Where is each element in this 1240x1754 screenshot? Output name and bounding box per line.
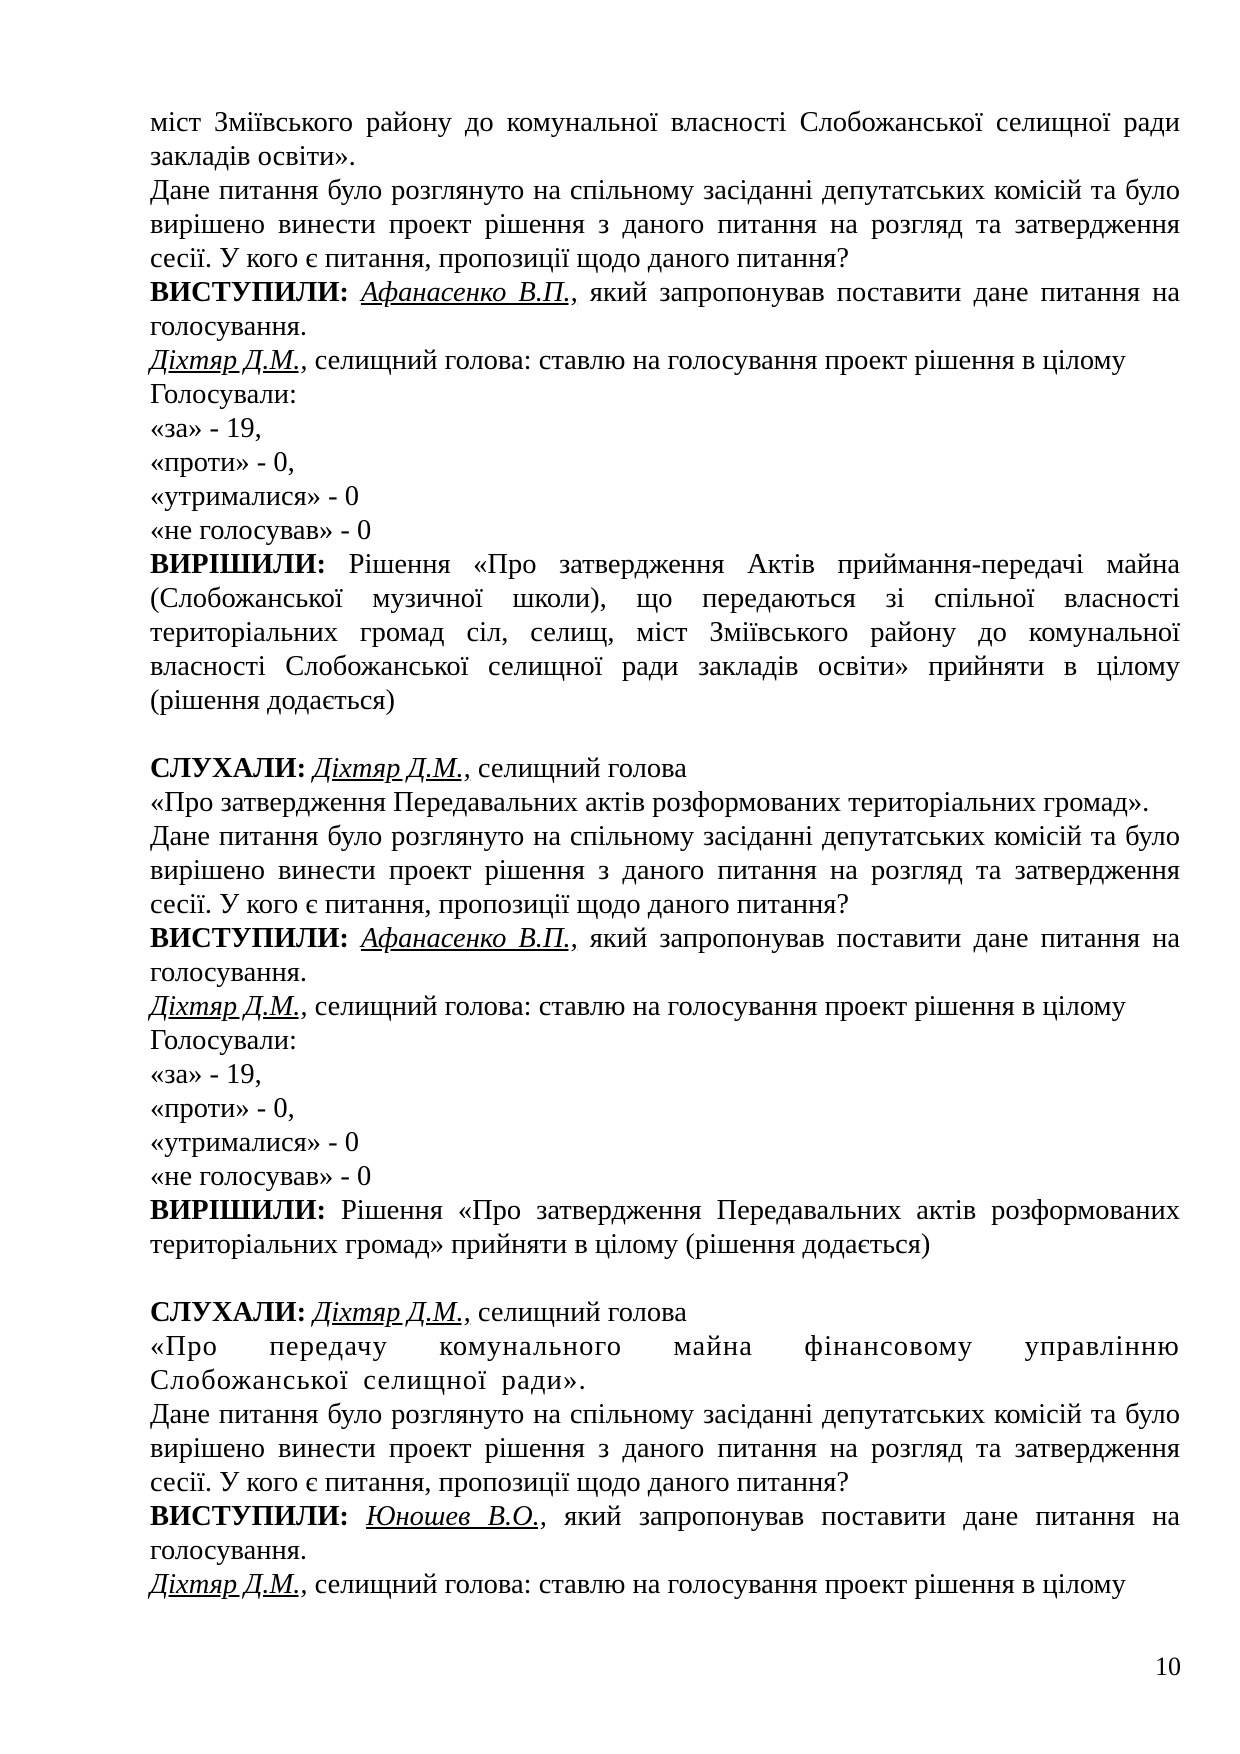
section-2-paragraph: Дане питання було розглянуто на спільному засіданні депутатських комісій та було вирішено винести проект рішення з даного питання на розгляд та затвердження сесії. У кого є питання, пропозиції щодо даного питання? xyxy=(150,1399,1180,1498)
sluhaly-text: селищний голова xyxy=(470,753,687,784)
votes-title: Голосували: xyxy=(150,1025,297,1056)
section-0-vystupyly xyxy=(150,276,1180,344)
head-text: селищний голова: ставлю на голосування проект рішення в цілому xyxy=(307,345,1126,376)
sluhaly-name: Діхтяр Д.М., xyxy=(313,1297,471,1328)
section-0-intro: міст Зміївського району до комунальної власності Слобожанської селищної ради закладів освіти». xyxy=(150,107,1180,172)
votes-for: «за» - 19, xyxy=(150,413,262,444)
sluhaly-name: Діхтяр Д.М., xyxy=(313,753,471,784)
vyrishyly-text: Рішення «Про затвердження Актів приймання-передачі майна (Слобожанської музичної школи), що передаються зі спільної власності територіальних громад сіл, селищ, міст Зміївського району до комунальної власності Слобожанської селищної ради закладів освіти» прийняти в цілому (рішення додається) xyxy=(150,549,1180,716)
section-2-head-line xyxy=(150,1568,1180,1602)
head-text: селищний голова: ставлю на голосування проект рішення в цілому xyxy=(307,991,1126,1022)
section-1-vyrishyly xyxy=(150,1194,1180,1262)
votes-not-voted: «не голосував» - 0 xyxy=(150,1161,372,1192)
speaker-name: Афанасенко В.П., xyxy=(360,923,578,954)
section-0-paragraph: Дане питання було розглянуто на спільному засіданні депутатських комісій та було вирішено винести проект рішення з даного питання на розгляд та затвердження сесії. У кого є питання, пропозиції щодо даного питання? xyxy=(150,175,1180,274)
document-page xyxy=(150,106,1180,1602)
sluhaly-label: СЛУХАЛИ: xyxy=(150,753,307,784)
page-number: 10 xyxy=(1155,1652,1181,1681)
votes-against: «проти» - 0, xyxy=(150,447,295,478)
section-1-votes xyxy=(150,1024,1180,1194)
vystupyly-text: який запропонував поставити дане питання на голосування. xyxy=(150,1501,1181,1566)
section-1-head-line xyxy=(150,990,1180,1024)
section-0-vyrishyly xyxy=(150,548,1180,718)
section-1-vystupyly xyxy=(150,922,1180,990)
votes-abstained: «утрималися» - 0 xyxy=(150,481,360,512)
section-1-sluhaly xyxy=(150,752,1180,786)
head-text: селищний голова: ставлю на голосування проект рішення в цілому xyxy=(307,1569,1126,1600)
head-name: Діхтяр Д.М., xyxy=(150,345,308,376)
votes-abstained: «утрималися» - 0 xyxy=(150,1127,360,1158)
vyrishyly-label: ВИРІШИЛИ: xyxy=(150,549,327,580)
spacer xyxy=(150,718,1180,752)
votes-title: Голосували: xyxy=(150,379,297,410)
vyrishyly-text: Рішення «Про затвердження Передавальних актів розформованих територіальних громад» прийняти в цілому (рішення додається) xyxy=(150,1195,1180,1260)
head-name: Діхтяр Д.М., xyxy=(150,1569,308,1600)
votes-for: «за» - 19, xyxy=(150,1059,262,1090)
section-1-paragraph: Дане питання було розглянуто на спільному засіданні депутатських комісій та було вирішено винести проект рішення з даного питання на розгляд та затвердження сесії. У кого є питання, пропозиції щодо даного питання? xyxy=(150,821,1180,920)
section-0-votes xyxy=(150,378,1180,548)
section-1-title: «Про затвердження Передавальних актів розформованих територіальних громад». xyxy=(150,787,1150,818)
spacer xyxy=(150,1262,1180,1296)
vyrishyly-label: ВИРІШИЛИ: xyxy=(150,1195,327,1226)
section-2-vystupyly xyxy=(150,1500,1180,1568)
section-2-sluhaly xyxy=(150,1296,1180,1330)
vystupyly-text: який запропонував поставити дане питання на голосування. xyxy=(150,923,1181,988)
votes-not-voted: «не голосував» - 0 xyxy=(150,515,372,546)
sluhaly-label: СЛУХАЛИ: xyxy=(150,1297,307,1328)
sluhaly-text: селищний голова xyxy=(470,1297,687,1328)
vystupyly-label: ВИСТУПИЛИ: xyxy=(150,1501,349,1532)
speaker-name: Юношев В.О., xyxy=(366,1501,547,1532)
vystupyly-label: ВИСТУПИЛИ: xyxy=(150,923,349,954)
head-name: Діхтяр Д.М., xyxy=(150,991,308,1022)
speaker-name: Афанасенко В.П., xyxy=(360,277,578,308)
section-0-head-line xyxy=(150,344,1180,378)
section-2-title: «Про передачу комунального майна фінансовому управлінню Слобожанської селищної ради». xyxy=(150,1331,1180,1396)
votes-against: «проти» - 0, xyxy=(150,1093,295,1124)
vystupyly-text: який запропонував поставити дане питання на голосування. xyxy=(150,277,1181,342)
vystupyly-label: ВИСТУПИЛИ: xyxy=(150,277,349,308)
